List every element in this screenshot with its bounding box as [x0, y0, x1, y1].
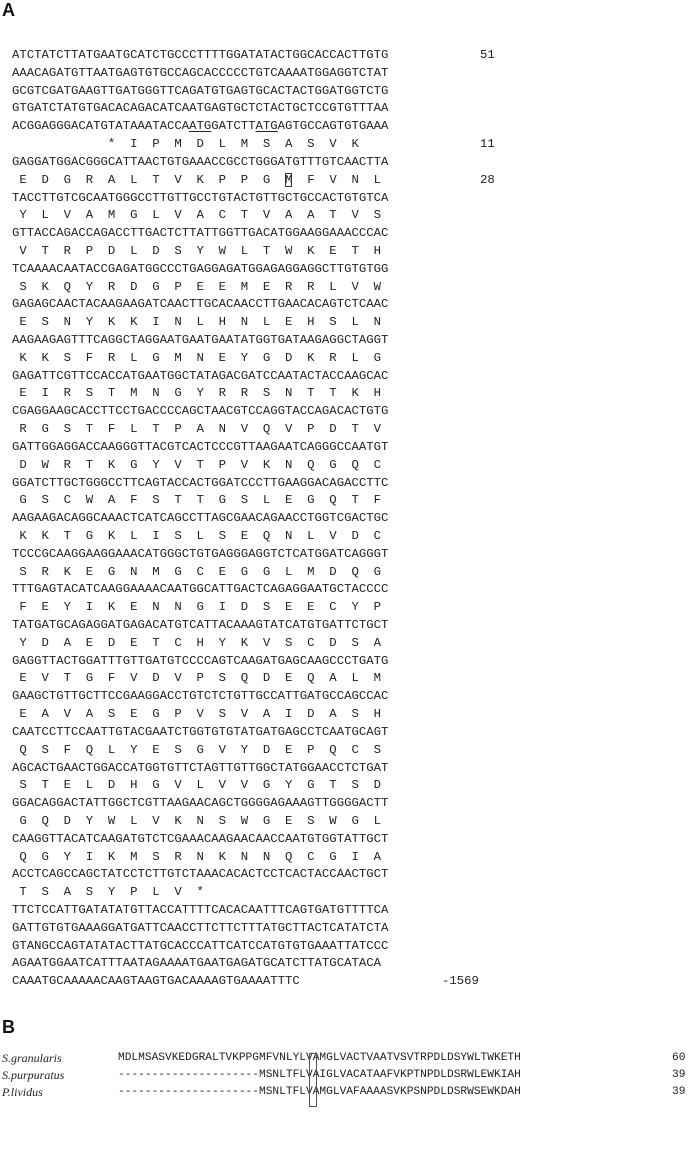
- nucleotide-row: [12, 831, 682, 849]
- nucleotide-row: [12, 296, 682, 314]
- panel-a-label: A: [2, 0, 15, 20]
- nucleotide-row: [12, 617, 682, 635]
- nucleotide-sequence: GATTGGAGGACCAAGGGTTACGTCACTCCCGTTAAGAATCAGGGCCAATGT: [12, 439, 389, 454]
- nucleotide-sequence: AGAATGGAATCATTTAATAGAAAATGAATGAGATGCATCTTATGCATACA: [12, 956, 381, 971]
- amino-acid-sequence: Q G Y I K M S R N K N N Q C G I A: [12, 849, 381, 864]
- nucleotide-row: [12, 938, 682, 956]
- sequence-segment: AGTGCCAGTGTGAAA: [277, 119, 389, 134]
- nucleotide-sequence: TATGATGCAGAGGATGAGACATGTCATTACAAAGTATCATGTGATTCTGCT: [12, 618, 389, 632]
- amino-acid-row: [12, 528, 682, 546]
- position-number: 28: [480, 172, 495, 187]
- nucleotide-row: [12, 47, 682, 65]
- nucleotide-row: [12, 653, 682, 671]
- amino-acid-row: [12, 564, 682, 582]
- panel-b-label: B: [2, 1017, 15, 1037]
- nucleotide-row: [12, 581, 682, 599]
- amino-acid-sequence: S T E L D H G V L V V G Y G T S D: [12, 778, 381, 793]
- nucleotide-row: [12, 100, 682, 118]
- alignment-pre: ---------------------: [118, 1086, 259, 1098]
- nucleotide-row: [12, 332, 682, 350]
- nucleotide-row: [12, 403, 682, 421]
- position-number: 51: [480, 48, 495, 62]
- amino-acid-sequence: K K T G K L I S L S E Q N L V D C: [12, 528, 381, 543]
- nucleotide-row: [12, 65, 682, 83]
- amino-acid-sequence: D W R T K G Y V T P V K N Q G Q C: [12, 457, 381, 472]
- alignment-panel: [2, 1050, 686, 1101]
- alignment-pre: ---------------------: [118, 1069, 259, 1081]
- nucleotide-row: [12, 118, 682, 136]
- sequence-segment: ACGGAGGGACATGTATAAATACCA: [12, 119, 190, 134]
- conserved-methionine-box: [309, 1053, 317, 1107]
- nucleotide-sequence: ATCTATCTTATGAATGCATCTGCCCTTTTGGATATACTGGCACCACTTGTG: [12, 48, 389, 62]
- amino-acid-row: [12, 385, 682, 403]
- amino-acid-row: [12, 599, 682, 617]
- nucleotide-sequence: GCGTCGATGAAGTTGATGGGTTCAGATGTGAGTGCACTACTGGATGGTCTG: [12, 83, 389, 98]
- amino-acid-sequence: K K S F R L G M N E Y G D K R L G: [12, 350, 381, 365]
- position-number: 11: [480, 137, 495, 152]
- boxed-methionine: M: [285, 172, 293, 187]
- amino-acid-sequence: S K Q Y R D G P E E M E R R L V W: [12, 279, 381, 294]
- start-codon-atg: ATG: [255, 119, 278, 134]
- alignment-sequence: [118, 1084, 521, 1101]
- amino-acid-row: [12, 742, 682, 760]
- amino-acid-sequence: Y L V A M G L V A C T V A A T V S: [12, 208, 381, 223]
- nucleotide-sequence: GTTACCAGACCAGACCTTGACTCTTATTGGTTGACATGGAAGGAAACCCAC: [12, 226, 389, 241]
- alignment-boxed-residue: M: [259, 1052, 266, 1064]
- nucleotide-sequence: TACCTTGTCGCAATGGGCCTTGTTGCCTGTACTGTTGCTGCCACTGTGTCA: [12, 190, 389, 205]
- amino-acid-row: [12, 635, 682, 653]
- amino-acid-row: [12, 243, 682, 261]
- alignment-post: SNLTFLVAMGLVAFAAAASVKPSNPDLDSRWSEWKDAH: [265, 1086, 521, 1098]
- species-name: S.purpuratus: [2, 1068, 65, 1082]
- nucleotide-sequence: GGATCTTGCTGGGCCTTCAGTACCACTGGATCCCTTGAAGGACAGACCTTC: [12, 475, 389, 490]
- nucleotide-sequence: AAACAGATGTTAATGAGTGTGCCAGCACCCCCTGTCAAAATGGAGGTCTAT: [12, 65, 389, 80]
- alignment-boxed-residue: M: [259, 1086, 266, 1098]
- sequence-segment: F V N L: [292, 172, 381, 187]
- nucleotide-row: [12, 225, 682, 243]
- nucleotide-row: [12, 760, 682, 778]
- alignment-row: [2, 1084, 686, 1101]
- species-name: P.lividus: [2, 1085, 43, 1099]
- nucleotide-row: [12, 261, 682, 279]
- amino-acid-row: [12, 884, 682, 902]
- amino-acid-row: [12, 670, 682, 688]
- nucleotide-sequence: CAATCCTTCCAATTGTACGAATCTGGTGTGTATGATGAGCCTCAATGCAGT: [12, 724, 389, 739]
- amino-acid-sequence: V T R P D L D S Y W L T W K E T H: [12, 243, 381, 258]
- nucleotide-sequence: GGACAGGACTATTGGCTCGTTAAGAACAGCTGGGGAGAAAGTTGGGGACTT: [12, 796, 389, 811]
- nucleotide-row: [12, 955, 682, 973]
- amino-acid-sequence: R G S T F L T P A N V Q V P D T V: [12, 422, 381, 437]
- amino-acid-sequence: E V T G F V D V P S Q D E Q A L M: [12, 671, 381, 686]
- amino-acid-row: [12, 279, 682, 297]
- nucleotide-row: [12, 973, 682, 991]
- alignment-position-number: 60: [672, 1052, 686, 1064]
- amino-acid-sequence: S R K E G N M G C E G G L M D Q G: [12, 564, 381, 579]
- alignment-row: [2, 1067, 686, 1084]
- nucleotide-row: [12, 154, 682, 172]
- nucleotide-sequence: TCCCGCAAGGAAGGAAACATGGGCTGTGAGGGAGGTCTCATGGATCAGGGT: [12, 546, 389, 561]
- amino-acid-row: [12, 849, 682, 867]
- nucleotide-sequence: ACCTCAGCCAGCTATCCTCTTGTCTAAACACACTCCTCACTACCAACTGCT: [12, 867, 389, 882]
- amino-acid-row: [12, 492, 682, 510]
- nucleotide-sequence: TTTGAGTACATCAAGGAAAACAATGGCATTGACTCAGAGGAATGCTACCCC: [12, 582, 389, 597]
- nucleotide-sequence: CAAGGTTACATCAAGATGTCTCGAAACAAGAACAACCAATGTGGTATTGCT: [12, 831, 389, 846]
- nucleotide-row: [12, 902, 682, 920]
- sequence-segment: GATCTT: [211, 119, 256, 134]
- nucleotide-row: [12, 190, 682, 208]
- nucleotide-sequence: GATTGTGTGAAAGGATGATTCAACCTTCTTCTTTATGCTTACTCATATCTA: [12, 920, 389, 935]
- nucleotide-sequence: AAGAAGAGTTTCAGGCTAGGAATGAATGAATATGGTGATAAGAGGCTAGGT: [12, 333, 389, 347]
- amino-acid-sequence: [12, 173, 381, 187]
- alignment-boxed-residue: M: [259, 1069, 266, 1081]
- amino-acid-row: [12, 421, 682, 439]
- nucleotide-sequence: CAAATGCAAAAACAAGTAAGTGACAAAAGTGAAAATTTC: [12, 974, 300, 989]
- nucleotide-sequence: TCAAAACAATACCGAGATGGCCCTGAGGAGATGGAGAGGAGGCTTGTGTGG: [12, 261, 389, 276]
- nucleotide-sequence: GAGGTTACTGGATTTGTTGATGTCCCCAGTCAAGATGAGCAAGCCCTGATG: [12, 653, 389, 668]
- amino-acid-sequence: E I R S T M N G Y R R S N T T K H: [12, 386, 381, 401]
- nucleotide-sequence: GAGGATGGACGGGCATTAACTGTGAAACCGCCTGGGATGTTTGTCAACTTA: [12, 154, 389, 169]
- nucleotide-row: [12, 510, 682, 528]
- alignment-position-number: 39: [672, 1069, 686, 1081]
- amino-acid-row: [12, 136, 682, 154]
- amino-acid-row: [12, 706, 682, 724]
- nucleotide-sequence: GAGAGCAACTACAAGAAGATCAACTTGCACAACCTTGAACACAGTCTCAAC: [12, 297, 389, 312]
- amino-acid-sequence: * I P M D L M S A S V K: [12, 137, 359, 152]
- nucleotide-row: [12, 724, 682, 742]
- amino-acid-row: [12, 314, 682, 332]
- amino-acid-row: [12, 207, 682, 225]
- amino-acid-sequence: G Q D Y W L V K N S W G E S W G L: [12, 813, 381, 828]
- nucleotide-row: [12, 795, 682, 813]
- amino-acid-row: [12, 350, 682, 368]
- amino-acid-sequence: E S N Y K K I N L H N L E H S L N: [12, 315, 381, 330]
- nucleotide-sequence: GAGATTCGTTCCACCATGAATGGCTATAGACGATCCAATACTACCAAGCAC: [12, 368, 389, 383]
- amino-acid-sequence: F E Y I K E N N G I D S E E C Y P: [12, 600, 381, 615]
- nucleotide-sequence: GTGATCTATGTGACACAGACATCAATGAGTGCTCTACTGCTCCGTGTTTAA: [12, 101, 389, 116]
- amino-acid-row: [12, 172, 682, 190]
- alignment-sequence: [118, 1067, 521, 1084]
- amino-acid-sequence: E A V A S E G P V S V A I D A S H: [12, 707, 381, 722]
- alignment-position-number: 39: [672, 1086, 686, 1098]
- nucleotide-row: [12, 688, 682, 706]
- alignment-row: [2, 1050, 686, 1067]
- nucleotide-row: [12, 475, 682, 493]
- nucleotide-row: [12, 439, 682, 457]
- alignment-post: FVNLYLVAMGLVACTVAATVSVTRPDLDSYWLTWKETH: [265, 1052, 521, 1064]
- nucleotide-sequence: GTANGCCAGTATATACTTATGCACCCATTCATCCATGTGTGAAATTATCCC: [12, 938, 389, 953]
- alignment-pre: MDLMSASVKEDGRALTVKPPG: [118, 1052, 259, 1064]
- nucleotide-sequence: GAAGCTGTTGCTTCCGAAGGACCTGTCTCTGTTGCCATTGATGCCAGCCAC: [12, 689, 389, 704]
- amino-acid-sequence: Y D A E D E T C H Y K V S C D S A: [12, 635, 381, 650]
- sequence-panel: [12, 47, 682, 991]
- alignment-post: SNLTFLVAIGLVACATAAFVKPTNPDLDSRWLEWKIAH: [265, 1069, 521, 1081]
- nucleotide-sequence: TTCTCCATTGATATATGTTACCATTTTCACACAATTTCAGTGATGTTTTCA: [12, 903, 389, 917]
- sequence-segment: E D G R A L T V K P P G: [12, 172, 286, 187]
- nucleotide-sequence: AAGAAGACAGGCAAACTCATCAGCCTTAGCGAACAGAACCTGGTCGACTGC: [12, 511, 389, 526]
- amino-acid-sequence: T S A S Y P L V *: [12, 885, 204, 900]
- position-number: -1569: [442, 974, 479, 989]
- amino-acid-sequence: Q S F Q L Y E S G V Y D E P Q C S: [12, 742, 381, 757]
- species-name: S.granularis: [2, 1051, 62, 1065]
- amino-acid-sequence: G S C W A F S T T G S L E G Q T F: [12, 493, 381, 508]
- nucleotide-sequence: CGAGGAAGCACCTTCCTGACCCCAGCTAACGTCCAGGTACCAGACACTGTG: [12, 404, 389, 419]
- nucleotide-sequence: AGCACTGAACTGGACCATGGTGTTCTAGTTGTTGGCTATGGAACCTCTGAT: [12, 760, 389, 775]
- nucleotide-sequence: [12, 119, 388, 133]
- amino-acid-row: [12, 777, 682, 795]
- amino-acid-row: [12, 457, 682, 475]
- start-codon-atg: ATG: [189, 119, 212, 134]
- nucleotide-row: [12, 866, 682, 884]
- nucleotide-row: [12, 83, 682, 101]
- alignment-sequence: [118, 1050, 521, 1067]
- amino-acid-row: [12, 813, 682, 831]
- nucleotide-row: [12, 368, 682, 386]
- nucleotide-row: [12, 920, 682, 938]
- nucleotide-row: [12, 546, 682, 564]
